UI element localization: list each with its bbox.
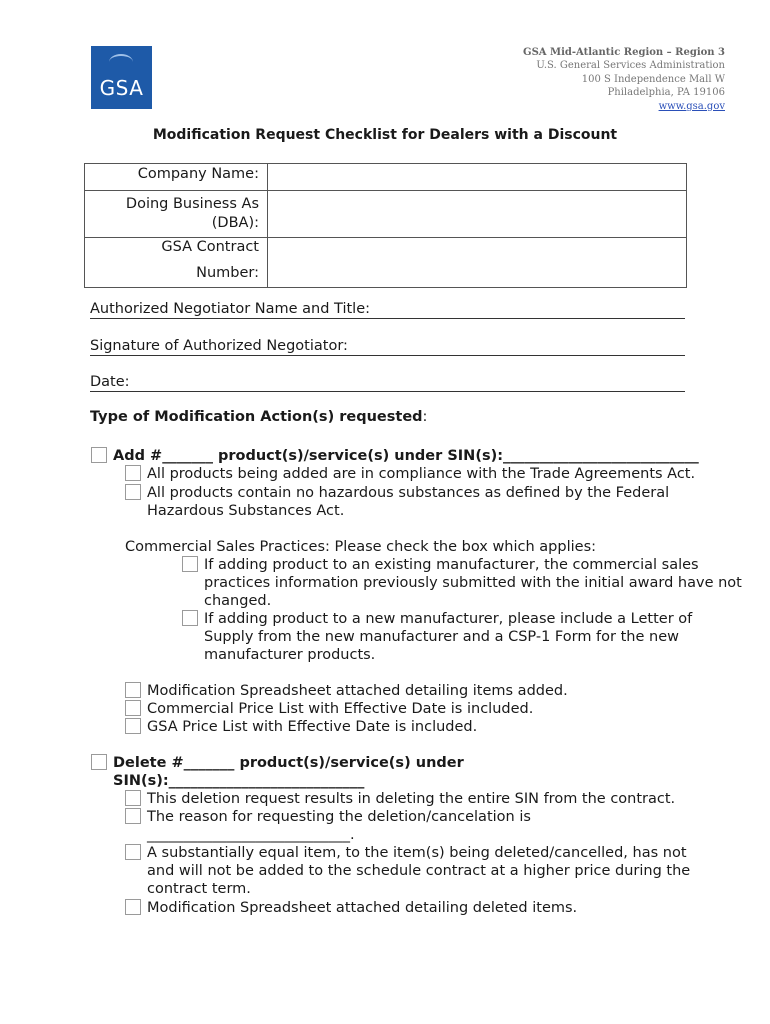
- company-info-table: [84, 163, 687, 288]
- negotiator-field[interactable]: Authorized Negotiator Name and Title:: [90, 301, 685, 319]
- csp-new-line1: If adding product to a new manufacturer, please include a Letter of: [204, 611, 693, 627]
- delete-sin-blank[interactable]: ___________________________: [168, 773, 365, 789]
- star-arc-icon: [109, 54, 133, 70]
- gsa-price-checkbox[interactable]: [125, 718, 141, 734]
- hazardous-checkbox[interactable]: [125, 484, 141, 500]
- add-checkbox[interactable]: [91, 447, 107, 463]
- delete-prefix: Delete #: [113, 755, 184, 771]
- csp-new-text: [204, 610, 692, 664]
- delete-count-blank[interactable]: _______: [183, 755, 235, 771]
- csp-existing-checkbox[interactable]: [182, 556, 198, 572]
- delete-sin-label: SIN(s):: [113, 773, 169, 789]
- delete-reason-checkbox[interactable]: [125, 808, 141, 824]
- csp-existing-line1: If adding product to an existing manufacturer, the commercial sales: [204, 557, 699, 573]
- delete-mid-text: product(s)/service(s) under: [234, 755, 464, 771]
- website-link[interactable]: www.gsa.gov: [658, 100, 725, 112]
- delete-spreadsheet-checkbox[interactable]: [125, 899, 141, 915]
- hazardous-text-line1: All products contain no hazardous substances as defined by the Federal: [147, 485, 670, 501]
- contract-label-line2: Number:: [196, 265, 259, 281]
- add-sin-blank[interactable]: ___________________________: [503, 448, 699, 464]
- add-count-blank[interactable]: _______: [162, 448, 213, 464]
- address-block: [523, 46, 725, 113]
- csp-existing-line2: practices information previously submitted with the initial award have not: [204, 575, 742, 591]
- add-heading: [113, 447, 699, 465]
- logo-text: GSA: [99, 76, 144, 100]
- delete-entire-sin-checkbox[interactable]: [125, 790, 141, 806]
- dba-label-line2: (DBA):: [211, 215, 259, 231]
- agency-name: U.S. General Services Administration: [536, 60, 725, 72]
- delete-reason-blank[interactable]: ____________________________.: [147, 827, 355, 843]
- delete-reason-text: [147, 808, 531, 844]
- dba-label-line1: Doing Business As: [125, 196, 259, 212]
- delete-heading: [113, 754, 464, 790]
- city-state: Philadelphia, PA 19106: [607, 87, 725, 99]
- csp-new-line2: Supply from the new manufacturer and a CSP-1 Form for the new: [204, 629, 679, 645]
- contract-label-line1: GSA Contract: [161, 239, 259, 255]
- contract-number-label: [85, 238, 268, 288]
- dba-field[interactable]: [268, 191, 687, 238]
- add-prefix: Add #: [113, 448, 163, 464]
- mod-spreadsheet-checkbox[interactable]: [125, 682, 141, 698]
- substantially-equal-line2: and will not be added to the schedule contract at a higher price during the: [147, 863, 691, 879]
- section-heading-colon: :: [422, 409, 428, 425]
- street-address: 100 S Independence Mall W: [581, 73, 725, 85]
- tac-checkbox[interactable]: [125, 465, 141, 481]
- page-title: Modification Request Checklist for Dealers with a Discount: [152, 127, 618, 143]
- hazardous-text-line2: Hazardous Substances Act.: [147, 503, 345, 519]
- company-name-label: Company Name:: [85, 164, 268, 191]
- csp-heading: Commercial Sales Practices: Please check the box which applies:: [125, 539, 597, 555]
- commercial-price-checkbox[interactable]: [125, 700, 141, 716]
- substantially-equal-line3: contract term.: [147, 881, 251, 897]
- gsa-price-text: GSA Price List with Effective Date is included.: [147, 719, 478, 735]
- region-name: GSA Mid-Atlantic Region – Region 3: [523, 47, 725, 58]
- contract-number-field[interactable]: [268, 238, 687, 288]
- substantially-equal-text: [147, 844, 690, 898]
- commercial-price-text: Commercial Price List with Effective Date is included.: [147, 701, 534, 717]
- substantially-equal-checkbox[interactable]: [125, 844, 141, 860]
- signature-field[interactable]: Signature of Authorized Negotiator:: [90, 338, 685, 356]
- tac-text: All products being added are in compliance with the Trade Agreements Act.: [147, 466, 696, 482]
- substantially-equal-line1: A substantially equal item, to the item(s) being deleted/cancelled, has not: [147, 845, 687, 861]
- gsa-logo: [91, 46, 152, 109]
- csp-existing-line3: changed.: [204, 593, 272, 609]
- dba-label: [85, 191, 268, 238]
- delete-checkbox[interactable]: [91, 754, 107, 770]
- mod-spreadsheet-text: Modification Spreadsheet attached detailing items added.: [147, 683, 568, 699]
- delete-reason-line1: The reason for requesting the deletion/cancelation is: [147, 809, 531, 825]
- section-heading-text: Type of Modification Action(s) requested: [90, 409, 423, 425]
- hazardous-text: [147, 484, 669, 520]
- csp-new-line3: manufacturer products.: [204, 647, 376, 663]
- add-mid-text: product(s)/service(s) under SIN(s):: [212, 448, 504, 464]
- csp-existing-text: [204, 556, 742, 610]
- section-heading: [90, 409, 427, 425]
- delete-spreadsheet-text: Modification Spreadsheet attached detailing deleted items.: [147, 900, 578, 916]
- company-name-field[interactable]: [268, 164, 687, 191]
- csp-new-checkbox[interactable]: [182, 610, 198, 626]
- delete-entire-sin-text: This deletion request results in deleting the entire SIN from the contract.: [147, 791, 676, 807]
- date-field[interactable]: Date:: [90, 374, 685, 392]
